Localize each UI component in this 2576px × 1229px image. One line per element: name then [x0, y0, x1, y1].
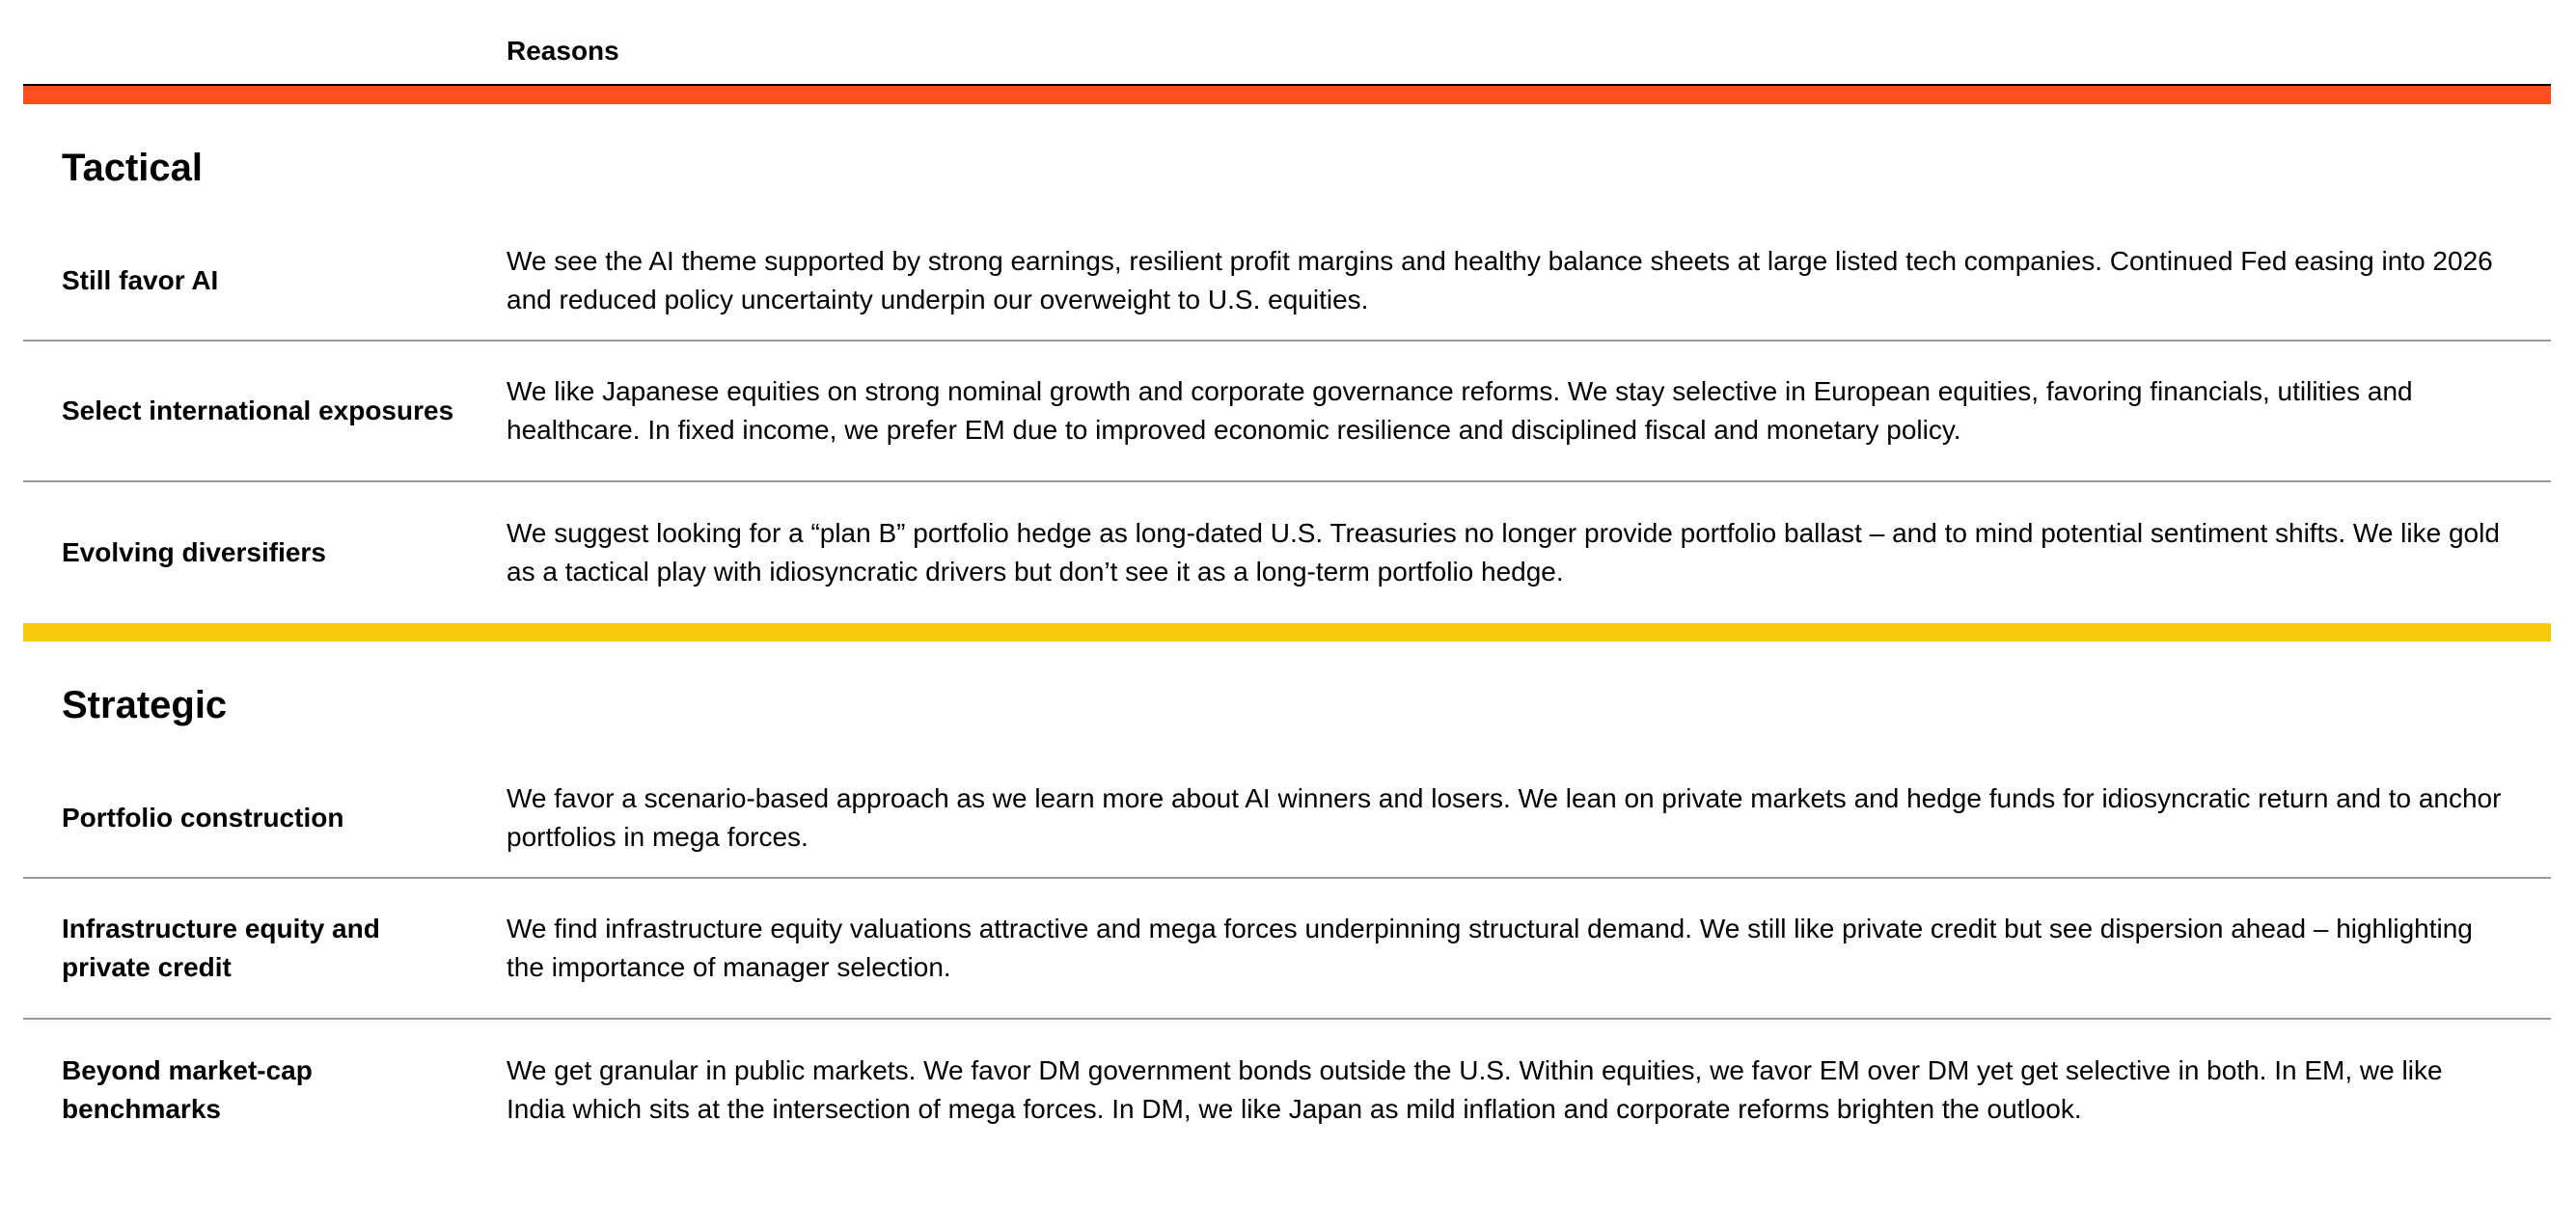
table-row — [23, 1020, 2551, 1161]
reasons-column-header: Reasons — [507, 36, 619, 66]
row-label: Portfolio construction — [62, 803, 344, 833]
table-row — [23, 222, 2551, 341]
row-reason: We favor a scenario-based approach as we learn more about AI winners and losers. We lean on private markets and hedge funds for idiosyncratic return and to anchor portfolios in mega forces. — [507, 783, 2502, 852]
section-title-tactical — [23, 104, 2551, 222]
row-label: Select international exposures — [62, 396, 454, 425]
row-reason: We suggest looking for a “plan B” portfolio hedge as long-dated U.S. Treasuries no longer provide portfolio ballast – and to mind potential sentiment shifts. We like gold as a tactical play with idiosyncratic drivers but don’t see it as a long-term portfolio hedge. — [507, 518, 2500, 587]
table-row — [23, 482, 2551, 623]
row-label: Evolving diversifiers — [62, 537, 326, 567]
row-reason: We get granular in public markets. We favor DM government bonds outside the U.S. Within equities, we favor EM over DM yet get selective in both. In EM, we like India which sits at the intersection of mega forces. In DM, we like Japan as mild inflation and corporate reforms brighten the outlook. — [507, 1055, 2443, 1124]
section-heading: Tactical — [62, 147, 203, 189]
row-reason: We see the AI theme supported by strong earnings, resilient profit margins and healthy balance sheets at large listed tech companies. Continued Fed easing into 2026 and reduced policy uncertainty underpin our overweight to U.S. equities. — [507, 246, 2493, 314]
row-label: Infrastructure equity and private credit — [62, 914, 380, 982]
strategic-color-band — [23, 623, 2551, 642]
table-row — [23, 341, 2551, 482]
section-heading: Strategic — [62, 684, 228, 726]
row-label: Still favor AI — [62, 265, 219, 295]
table-header — [23, 0, 2551, 86]
row-label: Beyond market-cap benchmarks — [62, 1055, 313, 1124]
table-row — [23, 759, 2551, 879]
section-title-strategic — [23, 642, 2551, 759]
table-row — [23, 879, 2551, 1020]
views-table — [23, 0, 2551, 1161]
row-reason: We like Japanese equities on strong nominal growth and corporate governance reforms. We stay selective in European equities, favoring financials, utilities and healthcare. In fixed income, we prefer EM due to improved economic resilience and disciplined fiscal and monetary policy. — [507, 376, 2413, 445]
row-reason: We find infrastructure equity valuations attractive and mega forces underpinning structural demand. We still like private credit but see dispersion ahead – highlighting the importance of manager selection. — [507, 914, 2473, 982]
tactical-color-band — [23, 86, 2551, 104]
